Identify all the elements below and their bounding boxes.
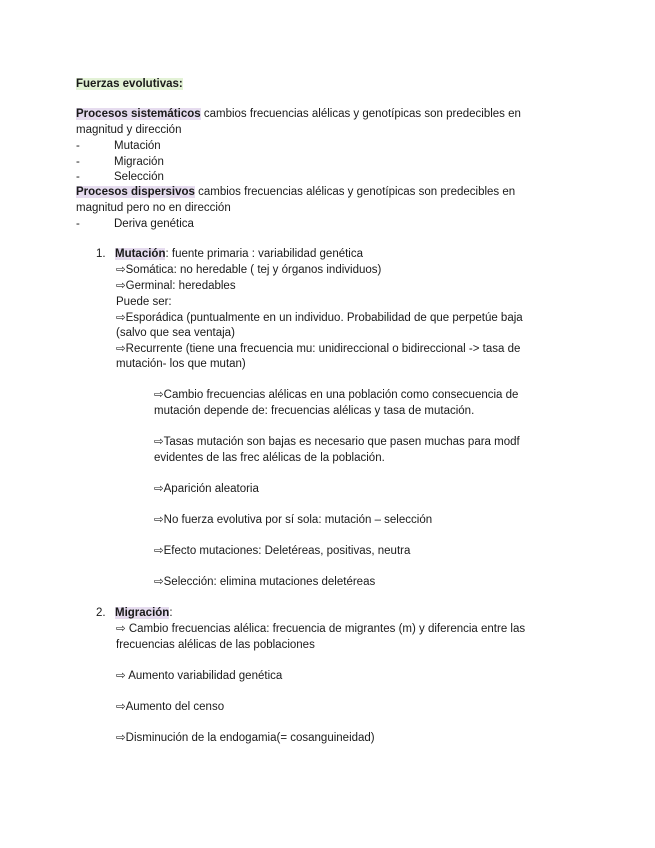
mutacion-sub-line: ⇨Tasas mutación son bajas es necesario que pasen muchas para modf [154,436,520,448]
dispersivos-line-2: magnitud pero no en dirección [76,202,231,214]
migracion-number: 2. [96,607,106,619]
mutacion-line: mutación- los que mutan) [116,358,246,370]
mutacion-line: ⇨Germinal: heredables [116,280,236,292]
migracion-line: ⇨ Cambio frecuencias alélica: frecuencia de migrantes (m) y diferencia entre las [116,623,526,635]
mutacion-sub-line: ⇨Selección: elimina mutaciones deletéreas [154,576,376,588]
migracion-line: ⇨ Aumento variabilidad genética [116,670,283,682]
list-item: Mutación [114,140,161,152]
sistematicos-line-2: magnitud y dirección [76,124,182,136]
migracion-line: frecuencias alélicas de las poblaciones [116,639,315,651]
list-bullet: - [76,156,80,168]
sistematicos-line-1: Procesos sistemáticos cambios frecuencias alélicas y genotípicas son predecibles en [76,108,521,120]
mutacion-line: ⇨Recurrente (tiene una frecuencia mu: unidireccional o bidireccional -> tasa de [116,343,521,355]
list-bullet: - [76,171,80,183]
mutacion-sub-line: mutación depende de: frecuencias alélicas y tasa de mutación. [154,405,475,417]
dispersivos-label: Procesos dispersivos [76,186,195,198]
list-bullet: - [76,140,80,152]
mutacion-sub-line: evidentes de las frec alélicas de la población. [154,452,385,464]
list-item: Selección [114,171,164,183]
mutacion-line: ⇨Esporádica (puntualmente en un individuo. Probabilidad de que perpetúe baja [116,312,523,324]
mutacion-line: (salvo que sea ventaja) [116,327,235,339]
doc-title: Fuerzas evolutivas: [76,78,183,90]
mutacion-sub-line: ⇨Efecto mutaciones: Deletéreas, positivas, neutra [154,545,411,557]
sistematicos-label: Procesos sistemáticos [76,108,201,120]
mutacion-line: Puede ser: [116,296,172,308]
list-bullet: - [76,218,80,230]
mutacion-number: 1. [96,248,106,260]
mutacion-sub-line: ⇨No fuerza evolutiva por sí sola: mutación – selección [154,514,433,526]
mutacion-line: ⇨Somática: no heredable ( tej y órganos individuos) [116,264,382,276]
migracion-line: ⇨Disminución de la endogamia(= cosanguineidad) [116,732,375,744]
mutacion-heading: Mutación: fuente primaria : variabilidad genética [115,248,364,260]
list-item: Deriva genética [114,218,194,230]
dispersivos-line-1: Procesos dispersivos cambios frecuencias alélicas y genotípicas son predecibles en [76,186,516,198]
migracion-heading: Migración: [115,607,173,619]
mutacion-sub-line: ⇨Aparición aleatoria [154,483,259,495]
mutacion-sub-line: ⇨Cambio frecuencias alélicas en una población como consecuencia de [154,389,519,401]
migracion-line: ⇨Aumento del censo [116,701,225,713]
list-item: Migración [114,156,164,168]
